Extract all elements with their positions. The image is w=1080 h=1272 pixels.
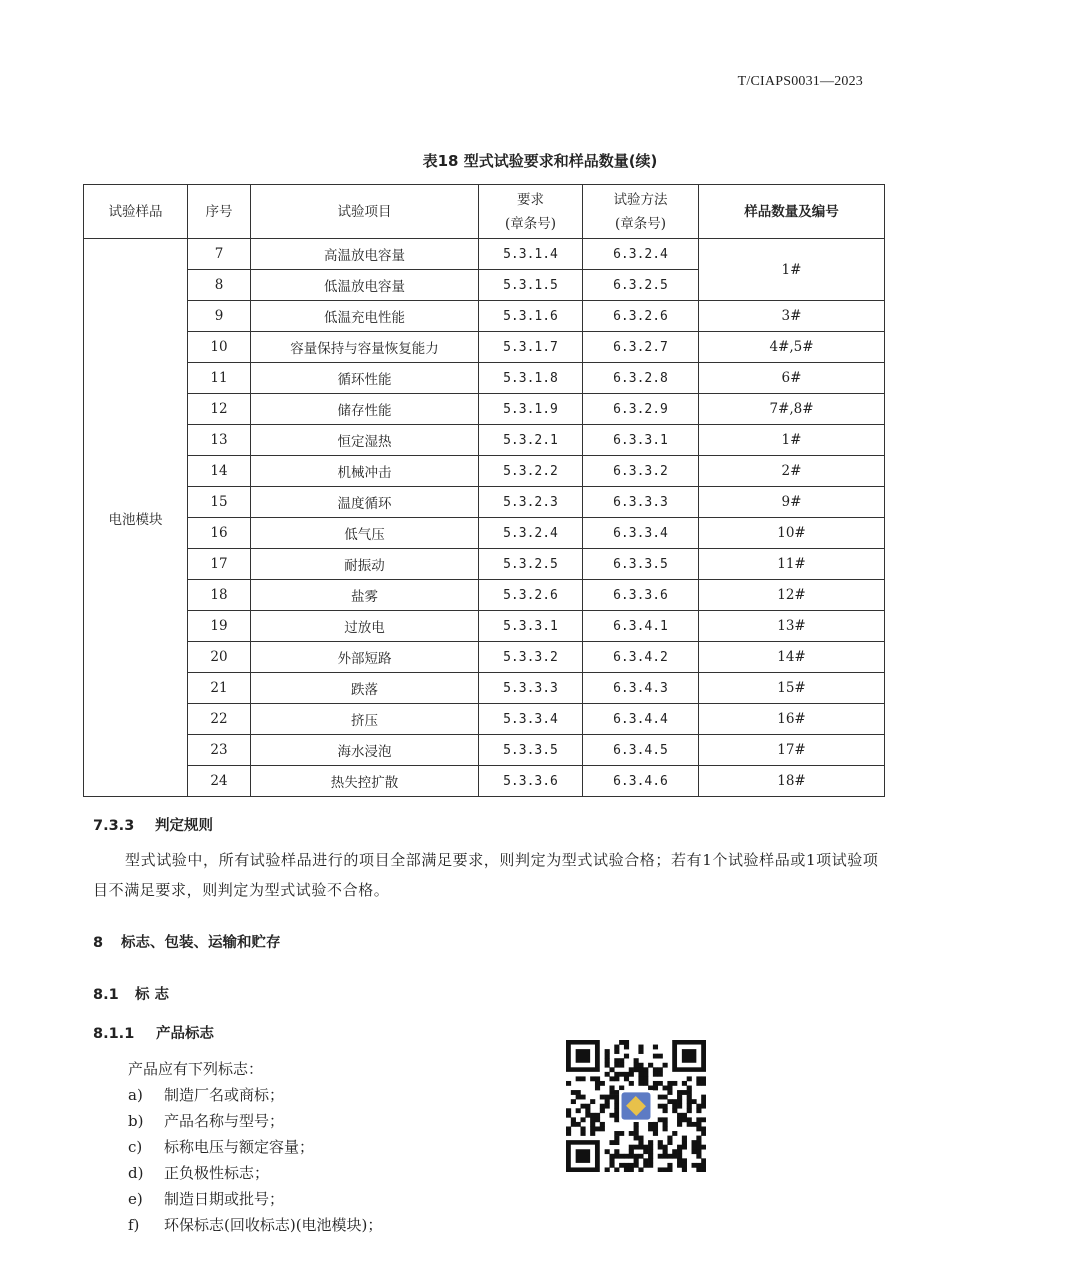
marking-list-intro: 产品应有下列标志：: [128, 1060, 264, 1078]
cell-req: 5.3.3.6: [479, 766, 583, 797]
list-text: 标称电压与额定容量；: [164, 1138, 315, 1156]
cell-item: 过放电: [251, 611, 479, 642]
cell-req: 5.3.1.4: [479, 239, 583, 270]
cell-item: 储存性能: [251, 394, 479, 425]
cell-item: 循环性能: [251, 363, 479, 394]
list-text: 制造厂名或商标；: [164, 1086, 285, 1104]
table-row: [84, 642, 885, 673]
list-item: [128, 1134, 382, 1160]
cell-method: 6.3.4.4: [583, 704, 699, 735]
cell-seq: 17: [188, 549, 251, 580]
list-letter: a): [128, 1086, 143, 1104]
cell-req: 5.3.3.5: [479, 735, 583, 766]
list-text: 正负极性标志；: [164, 1164, 270, 1182]
table-row: [84, 766, 885, 797]
cell-qty: 16#: [699, 704, 885, 735]
cell-seq: 16: [188, 518, 251, 549]
cell-req: 5.3.1.6: [479, 301, 583, 332]
table-row: [84, 394, 885, 425]
cell-seq: 24: [188, 766, 251, 797]
header-method-line1: 试验方法: [613, 191, 668, 208]
cell-seq: 11: [188, 363, 251, 394]
cell-qty: 7#,8#: [699, 394, 885, 425]
list-letter: b): [128, 1112, 144, 1130]
cell-qty: 1#: [699, 425, 885, 456]
header-req-line1: 要求: [517, 191, 544, 208]
list-text: 产品名称与型号；: [164, 1112, 285, 1130]
cell-req: 5.3.2.4: [479, 518, 583, 549]
cell-item: 机械冲击: [251, 456, 479, 487]
cell-item: 跌落: [251, 673, 479, 704]
heading-8-1-number: 8.1: [93, 987, 119, 1003]
list-item: [128, 1082, 382, 1108]
list-item: [128, 1212, 382, 1238]
cell-seq: 23: [188, 735, 251, 766]
cell-qty: 12#: [699, 580, 885, 611]
cell-seq: 21: [188, 673, 251, 704]
qr-code-icon: [566, 1040, 706, 1172]
cell-method: 6.3.2.8: [583, 363, 699, 394]
cell-sample: 电池模块: [84, 239, 188, 797]
qr-code-image[interactable]: [566, 1040, 706, 1172]
cell-req: 5.3.3.4: [479, 704, 583, 735]
cell-method: 6.3.2.5: [583, 270, 699, 301]
list-text: 环保标志(回收标志)(电池模块)；: [164, 1216, 383, 1234]
header-qty: 样品数量及编号: [699, 185, 885, 239]
cell-qty: 10#: [699, 518, 885, 549]
table-row: [84, 425, 885, 456]
heading-8: [93, 931, 281, 952]
cell-method: 6.3.4.3: [583, 673, 699, 704]
list-letter: e): [128, 1190, 143, 1208]
table-row: [84, 301, 885, 332]
cell-item: 容量保持与容量恢复能力: [251, 332, 479, 363]
heading-8-1-title: 标 志: [135, 987, 170, 1003]
header-method: [583, 185, 699, 239]
cell-qty: 17#: [699, 735, 885, 766]
marking-list: [128, 1082, 382, 1238]
table-row: [84, 549, 885, 580]
cell-req: 5.3.2.5: [479, 549, 583, 580]
header-seq: 序号: [188, 185, 251, 239]
cell-qty: 18#: [699, 766, 885, 797]
cell-method: 6.3.3.6: [583, 580, 699, 611]
cell-qty: 1#: [699, 239, 885, 301]
heading-8-1: [93, 983, 169, 1004]
cell-seq: 13: [188, 425, 251, 456]
cell-qty: 11#: [699, 549, 885, 580]
table-row: [84, 580, 885, 611]
cell-item: 挤压: [251, 704, 479, 735]
table-row: [84, 673, 885, 704]
list-letter: c): [128, 1138, 143, 1156]
cell-item: 低温充电性能: [251, 301, 479, 332]
document-code: T/CIAPS0031—2023: [737, 74, 863, 89]
cell-method: 6.3.3.1: [583, 425, 699, 456]
cell-item: 热失控扩散: [251, 766, 479, 797]
cell-method: 6.3.4.2: [583, 642, 699, 673]
heading-8-1-1-title: 产品标志: [156, 1026, 214, 1042]
list-item: [128, 1160, 382, 1186]
cell-seq: 9: [188, 301, 251, 332]
cell-method: 6.3.2.6: [583, 301, 699, 332]
cell-seq: 22: [188, 704, 251, 735]
cell-seq: 8: [188, 270, 251, 301]
heading-7-3-3-number: 7.3.3: [93, 818, 135, 834]
cell-seq: 12: [188, 394, 251, 425]
cell-item: 高温放电容量: [251, 239, 479, 270]
table-row: [84, 363, 885, 394]
cell-method: 6.3.3.2: [583, 456, 699, 487]
table-row: [84, 456, 885, 487]
table-row: [84, 704, 885, 735]
header-req-line2: (章条号): [504, 215, 557, 232]
header-req: [479, 185, 583, 239]
table-caption: 表18 型式试验要求和样品数量(续): [422, 152, 658, 170]
cell-qty: 15#: [699, 673, 885, 704]
cell-req: 5.3.1.5: [479, 270, 583, 301]
cell-qty: 2#: [699, 456, 885, 487]
list-text: 制造日期或批号；: [164, 1190, 285, 1208]
judgement-rule-paragraph: 型式试验中，所有试验样品进行的项目全部满足要求，则判定为型式试验合格；若有1个试验样品或1项试验项目不满足要求，则判定为型式试验不合格。: [93, 851, 879, 899]
heading-7-3-3: [93, 814, 213, 835]
cell-method: 6.3.3.3: [583, 487, 699, 518]
cell-qty: 4#,5#: [699, 332, 885, 363]
cell-item: 外部短路: [251, 642, 479, 673]
cell-method: 6.3.2.4: [583, 239, 699, 270]
cell-req: 5.3.3.2: [479, 642, 583, 673]
cell-method: 6.3.3.4: [583, 518, 699, 549]
cell-req: 5.3.1.9: [479, 394, 583, 425]
cell-qty: 9#: [699, 487, 885, 518]
cell-req: 5.3.2.3: [479, 487, 583, 518]
list-letter: f): [128, 1216, 140, 1234]
cell-qty: 6#: [699, 363, 885, 394]
cell-item: 低气压: [251, 518, 479, 549]
cell-item: 耐振动: [251, 549, 479, 580]
cell-req: 5.3.3.1: [479, 611, 583, 642]
cell-qty: 14#: [699, 642, 885, 673]
cell-req: 5.3.2.1: [479, 425, 583, 456]
cell-seq: 7: [188, 239, 251, 270]
heading-8-1-1: [93, 1022, 214, 1043]
cell-seq: 18: [188, 580, 251, 611]
cell-item: 盐雾: [251, 580, 479, 611]
cell-method: 6.3.2.7: [583, 332, 699, 363]
cell-seq: 20: [188, 642, 251, 673]
table-header-row: [84, 185, 885, 239]
heading-8-number: 8: [93, 935, 104, 951]
cell-req: 5.3.1.8: [479, 363, 583, 394]
cell-qty: 3#: [699, 301, 885, 332]
cell-seq: 19: [188, 611, 251, 642]
cell-seq: 14: [188, 456, 251, 487]
table-row: [84, 487, 885, 518]
cell-req: 5.3.2.6: [479, 580, 583, 611]
header-item: 试验项目: [251, 185, 479, 239]
cell-method: 6.3.4.5: [583, 735, 699, 766]
cell-qty: 13#: [699, 611, 885, 642]
cell-method: 6.3.4.6: [583, 766, 699, 797]
cell-method: 6.3.2.9: [583, 394, 699, 425]
cell-method: 6.3.4.1: [583, 611, 699, 642]
list-item: [128, 1108, 382, 1134]
list-letter: d): [128, 1164, 144, 1182]
table-row: [84, 735, 885, 766]
heading-8-1-1-number: 8.1.1: [93, 1026, 135, 1042]
cell-item: 温度循环: [251, 487, 479, 518]
cell-method: 6.3.3.5: [583, 549, 699, 580]
header-method-line2: (章条号): [614, 215, 667, 232]
table-row: [84, 518, 885, 549]
cell-item: 海水浸泡: [251, 735, 479, 766]
table-row: [84, 332, 885, 363]
cell-seq: 10: [188, 332, 251, 363]
cell-item: 低温放电容量: [251, 270, 479, 301]
cell-item: 恒定湿热: [251, 425, 479, 456]
cell-req: 5.3.3.3: [479, 673, 583, 704]
list-item: [128, 1186, 382, 1212]
heading-7-3-3-title: 判定规则: [155, 818, 213, 834]
cell-req: 5.3.2.2: [479, 456, 583, 487]
table-row: [84, 611, 885, 642]
cell-seq: 15: [188, 487, 251, 518]
type-test-table: [83, 184, 885, 797]
cell-req: 5.3.1.7: [479, 332, 583, 363]
header-sample: 试验样品: [84, 185, 188, 239]
table-row: [84, 239, 885, 270]
heading-8-title: 标志、包装、运输和贮存: [121, 935, 281, 951]
